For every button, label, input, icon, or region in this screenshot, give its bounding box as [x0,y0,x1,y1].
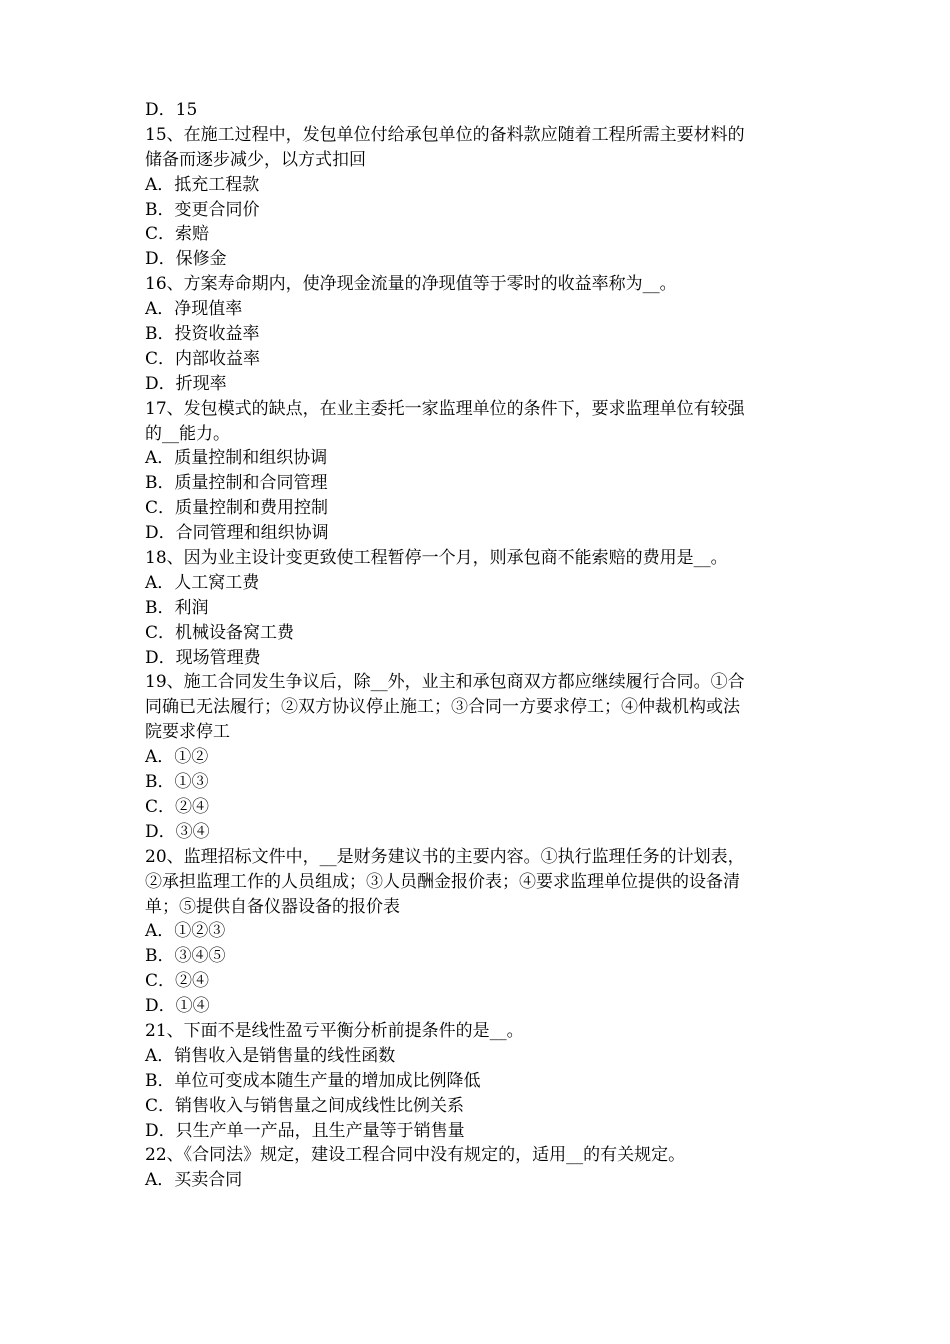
question-stem-line: 院要求停工 [145,722,230,743]
option-line: C．②④ [145,971,210,992]
option-line: A．净现值率 [145,299,243,320]
question-stem-line: 16、方案寿命期内，使净现金流量的净现值等于零时的收益率称为__。 [145,274,677,295]
option-line: D．③④ [145,821,210,842]
option-line: D．①④ [145,996,210,1017]
question-stem-line: 15、在施工过程中，发包单位付给承包单位的备料款应随着工程所需主要材料的 [145,124,745,145]
option-line: D．合同管理和组织协调 [145,523,329,544]
option-line: B．变更合同价 [145,199,260,220]
option-line: C．质量控制和费用控制 [145,498,329,519]
question-stem-line: 19、施工合同发生争议后，除__外，业主和承包商双方都应继续履行合同。①合 [145,672,745,693]
text-line: D．15 [145,100,198,120]
question-stem-line: 20、监理招标文件中，__是财务建议书的主要内容。①执行监理任务的计划表， [145,846,745,867]
option-line: A．抵充工程款 [145,174,260,195]
option-line: D．只生产单一产品，且生产量等于销售量 [145,1120,465,1141]
option-line: A．买卖合同 [145,1170,243,1191]
document-page [145,98,815,1193]
option-line: C．内部收益率 [145,348,261,369]
option-line: C．机械设备窝工费 [145,622,295,643]
question-stem-line: 同确已无法履行；②双方协议停止施工；③合同一方要求停工；④仲裁机构或法 [145,697,740,718]
question-stem-line: ②承担监理工作的人员组成；③人员酬金报价表；④要求监理单位提供的设备清 [145,871,740,892]
question-stem-line: 储备而逐步减少，以方式扣回 [145,149,366,170]
question-stem-line: 单；⑤提供自备仪器设备的报价表 [145,896,400,917]
option-line: D．保修金 [145,249,227,270]
option-line: A．人工窝工费 [145,572,260,593]
option-line: B．投资收益率 [145,324,260,345]
option-line: C．②④ [145,796,210,817]
question-stem-line: 21、下面不是线性盈亏平衡分析前提条件的是__。 [145,1020,524,1041]
question-stem-line: 的__能力。 [145,423,230,444]
question-stem-line: 17、发包模式的缺点，在业主委托一家监理单位的条件下，要求监理单位有较强 [145,398,745,419]
option-line: B．③④⑤ [145,946,226,967]
option-line: B．①③ [145,772,209,793]
option-line: A．质量控制和组织协调 [145,448,328,469]
option-line: B．利润 [145,597,209,618]
option-line: B．单位可变成本随生产量的增加成比例降低 [145,1070,481,1091]
option-line: A．①② [145,747,209,768]
question-stem-line: 22、《合同法》规定，建设工程合同中没有规定的，适用__的有关规定。 [145,1145,686,1166]
option-line: D．折现率 [145,373,227,394]
option-line: A．①②③ [145,921,226,942]
option-line: C．索赔 [145,224,210,245]
option-line: C．销售收入与销售量之间成线性比例关系 [145,1095,465,1116]
option-line: A．销售收入是销售量的线性函数 [145,1045,396,1066]
option-line: B．质量控制和合同管理 [145,473,328,494]
option-line: D．现场管理费 [145,647,261,668]
question-stem-line: 18、因为业主设计变更致使工程暂停一个月，则承包商不能索赔的费用是__。 [145,548,728,569]
